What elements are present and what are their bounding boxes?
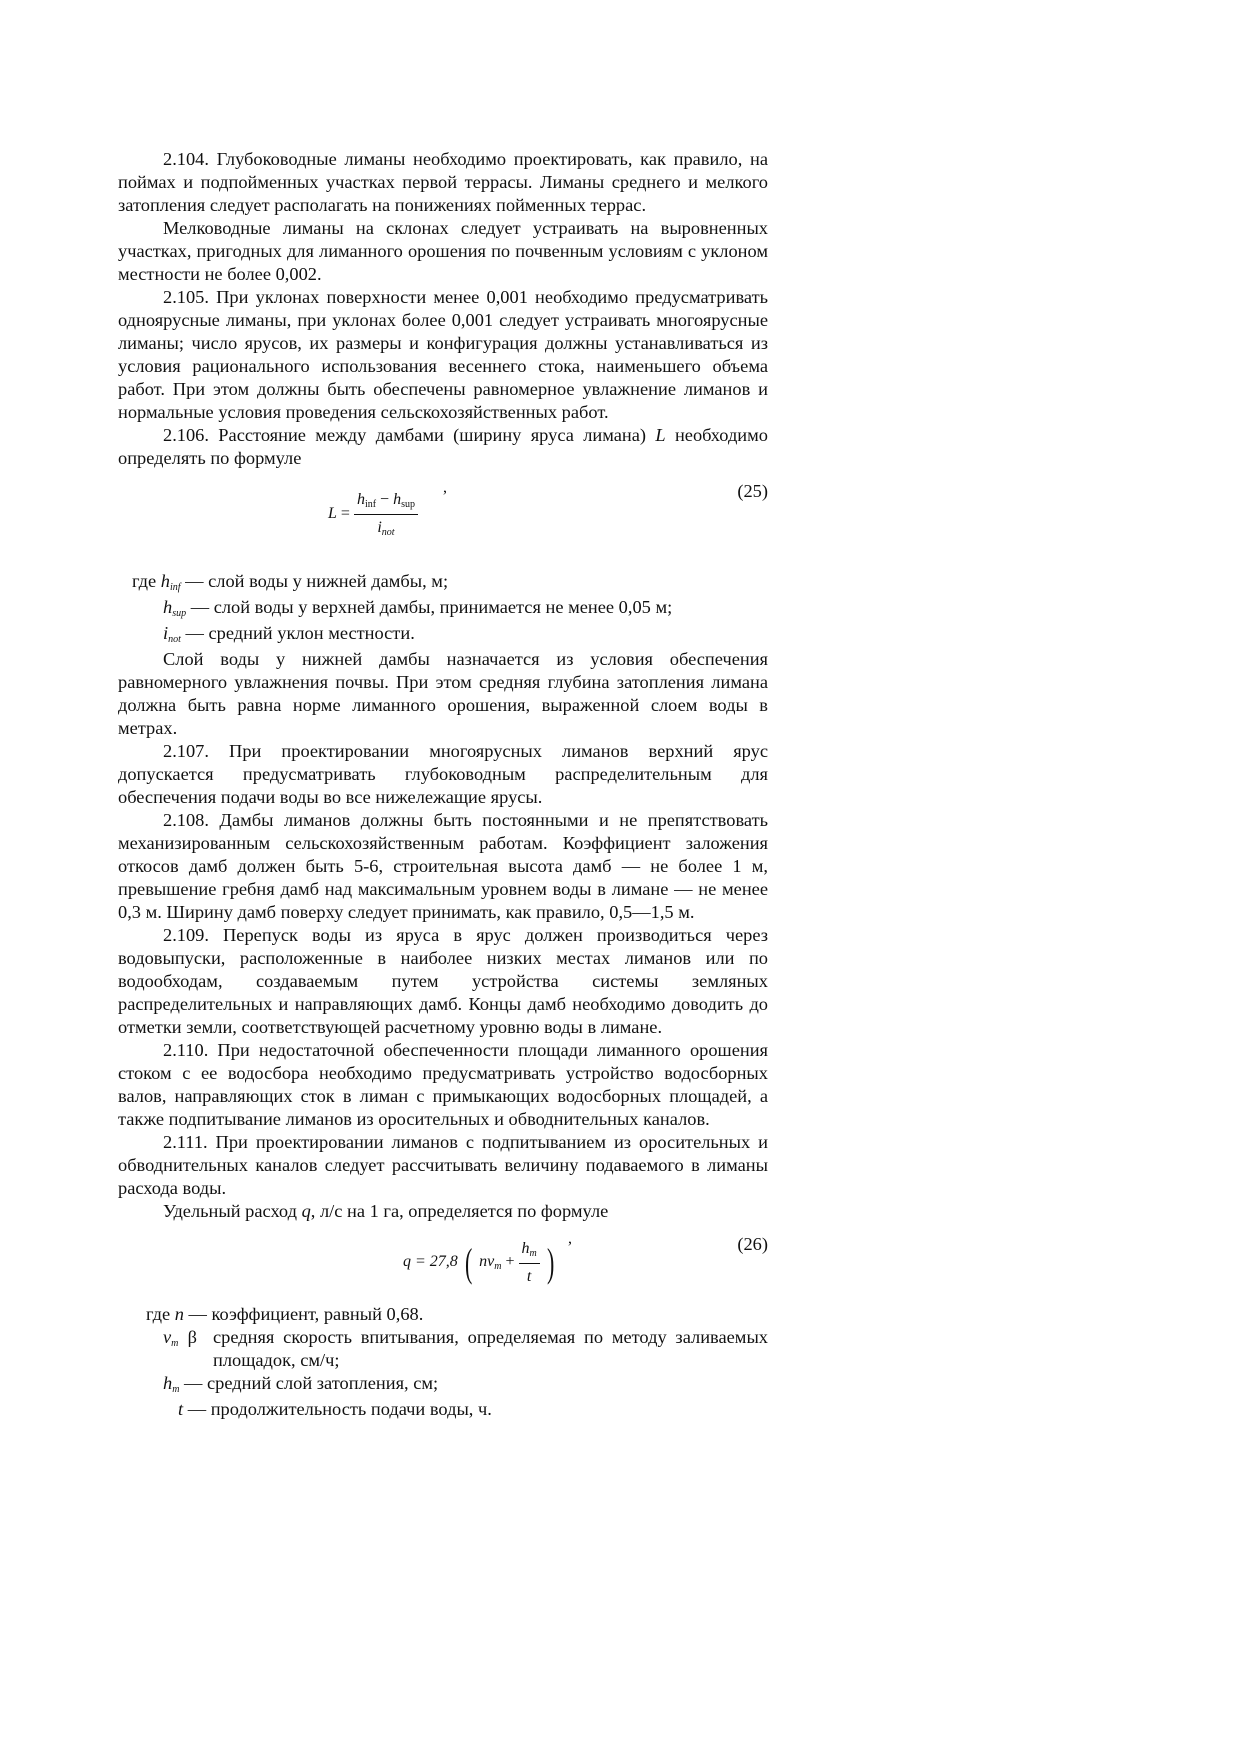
definition-v-m	[118, 1326, 768, 1372]
paragraph-2-106-end: необходимо определять по формуле	[118, 425, 768, 468]
definition-symbol: h	[163, 597, 173, 617]
minus-sign: −	[380, 491, 390, 508]
formula-25-number: (25)	[737, 481, 768, 501]
definition-t	[118, 1398, 768, 1421]
paragraph-2-104: 2.104. Глубоководные лиманы необходимо проектировать, как правило, на поймах и подпойменных участках первой террасы. Лиманы среднего и мелкого затопления следует располагать на понижениях пойменных террас.	[118, 149, 768, 215]
h-inf-symbol: h	[356, 491, 365, 508]
formula-25-expression: L = $\frac{\text{hinf − hsup}}{\text{inot}}$	[328, 488, 418, 541]
definition-text: — средний уклон местности.	[180, 623, 415, 643]
specific-flow-end: , л/с на 1 га, определяется по формуле	[310, 1201, 609, 1221]
paragraph-2-105: 2.105. При уклонах поверхности менее 0,001 необходимо предусматривать одноярусные лиманы, при уклонах более 0,001 следует устраивать многоярусные лиманы; число ярусов, их размеры и конфигурация должны устанавливаться из условия рационального использования весеннего стока, наименьшего объема работ. При этом должны быть обеспечены равномерное увлажнение лиманов и нормальные условия проведения сельскохозяйственных работ.	[118, 287, 768, 422]
definition-subscript: m	[172, 1384, 180, 1395]
definition-subscript: not	[168, 634, 181, 645]
i-not-symbol: i	[377, 519, 382, 536]
h-m-symbol: h	[521, 1240, 530, 1257]
definition-n	[118, 1303, 768, 1326]
formula-25-comma: ,	[443, 479, 447, 496]
formula-26	[118, 1223, 768, 1303]
definition-subscript: sup	[172, 608, 187, 619]
definition-dash: β	[187, 1327, 197, 1347]
definition-prefix: где	[146, 1304, 175, 1324]
h-m-subscript: m	[529, 1248, 537, 1259]
paragraph-2-110: 2.110. При недостаточной обеспеченности площади лиманного орошения стоком с ее водосбора необходимо предусматривать устройство водосборных валов, направляющих сток в лиман с примыкающих водосборных площадей, а также подпитывание лиманов из оросительных и обводнительных каналов.	[118, 1040, 768, 1129]
document-page	[118, 148, 768, 1421]
v-symbol: v	[487, 1253, 495, 1271]
definition-symbol: n	[174, 1304, 184, 1324]
formula-26-number: (26)	[737, 1234, 768, 1254]
formula-25-lhs: L	[328, 505, 337, 523]
formula-25-denominator	[354, 515, 418, 541]
v-subscript: m	[494, 1261, 502, 1273]
paragraph-specific-flow	[118, 1200, 768, 1223]
definition-subscript: inf	[169, 582, 181, 593]
definition-text: — слой воды у нижней дамбы, м;	[180, 571, 449, 591]
formula-25-numerator	[354, 488, 418, 515]
formula-26-comma: ,	[568, 1230, 572, 1247]
definition-text: — средний слой затопления, см;	[179, 1373, 439, 1393]
definition-symbol: i	[163, 623, 169, 643]
paragraph-2-104-shallow: Мелководные лиманы на склонах следует устраивать на выровненных участках, пригодных для лиманного орошения по почвенным условиям с уклоном местности не более 0,002.	[118, 218, 768, 284]
n-symbol: n	[479, 1253, 488, 1271]
definition-symbol: t	[178, 1399, 184, 1419]
definition-text: — слой воды у верхней дамбы, принимается не менее 0,05 м;	[186, 597, 673, 617]
definition-text: — продолжительность подачи воды, ч.	[183, 1399, 492, 1419]
definition-symbol: v	[163, 1327, 172, 1347]
paragraph-2-106-lower-dam: Слой воды у нижней дамбы назначается из условия обеспечения равномерного увлажнения почвы. При этом средняя глубина затопления лимана должна быть равна норме лиманного орошения, выраженной слоем воды в метрах.	[118, 649, 768, 738]
h-sup-symbol: h	[393, 491, 402, 508]
variable-L: L	[655, 425, 666, 445]
formula-25	[118, 470, 768, 570]
definition-prefix: где	[132, 571, 161, 591]
definition-i-not	[118, 622, 768, 648]
definition-h-inf	[118, 570, 768, 596]
i-not-subscript: not	[381, 527, 395, 538]
paragraph-2-108: 2.108. Дамбы лиманов должны быть постоянными и не препятствовать механизированным сельскохозяйственным работам. Коэффициент заложения откосов дамб должен быть 5-6, строительная высота дамб — не более 1 м, превышение гребня дамб над максимальным уровнем воды в лимане — не менее 0,3 м. Ширину дамб поверху следует принимать, как правило, 0,5—1,5 м.	[118, 810, 768, 922]
formula-26-definitions	[118, 1303, 768, 1421]
definition-text: средняя скорость впитывания, определяемая по методу заливаемых площадок, см/ч;	[213, 1327, 768, 1370]
specific-flow-text: Удельный расход	[163, 1201, 302, 1221]
formula-25-fraction	[354, 488, 418, 541]
formula-26-expression	[403, 1237, 557, 1288]
definition-text: — коэффициент, равный 0,68.	[183, 1304, 424, 1324]
paragraph-2-107: 2.107. При проектировании многоярусных лиманов верхний ярус допускается предусматривать глубоководным распределительным для обеспечения подачи воды во все нижележащие ярусы.	[118, 741, 768, 807]
definition-symbol: h	[163, 1373, 173, 1393]
definition-v-m-text	[213, 1326, 768, 1372]
right-paren: )	[546, 1239, 555, 1285]
h-inf-subscript: inf	[364, 499, 377, 510]
definition-h-sup	[118, 596, 768, 622]
formula-26-denominator	[519, 1264, 540, 1288]
h-sup-subscript: sup	[401, 499, 415, 510]
definition-symbol: h	[160, 571, 170, 591]
plus-sign: +	[505, 1253, 515, 1271]
left-paren: (	[464, 1239, 473, 1285]
definition-subscript: m	[171, 1338, 179, 1349]
formula-26-fraction	[519, 1237, 540, 1288]
formula-26-numerator	[519, 1237, 540, 1264]
paragraph-2-111: 2.111. При проектировании лиманов с подпитыванием из оросительных и обводнительных каналов следует рассчитывать величину подаваемого в лиманы расхода воды.	[118, 1132, 768, 1198]
formula-26-lhs: q = 27,8	[403, 1253, 458, 1271]
paragraph-2-106	[118, 424, 768, 470]
paragraph-2-106-text: 2.106. Расстояние между дамбами (ширину яруса лимана)	[163, 425, 656, 445]
t-symbol: t	[526, 1268, 532, 1285]
variable-q: q	[301, 1201, 311, 1221]
formula-25-definitions	[118, 570, 768, 648]
definition-v-m-symbol	[163, 1326, 218, 1372]
paragraph-2-109: 2.109. Перепуск воды из яруса в ярус должен производиться через водовыпуски, расположенные в наиболее низких местах лиманов или по водообходам, создаваемым путем устройства системы земляных распределительных и направляющих дамб. Концы дамб необходимо доводить до отметки земли, соответствующей расчетному уровню воды в лимане.	[118, 925, 768, 1037]
definition-h-m	[118, 1372, 768, 1398]
